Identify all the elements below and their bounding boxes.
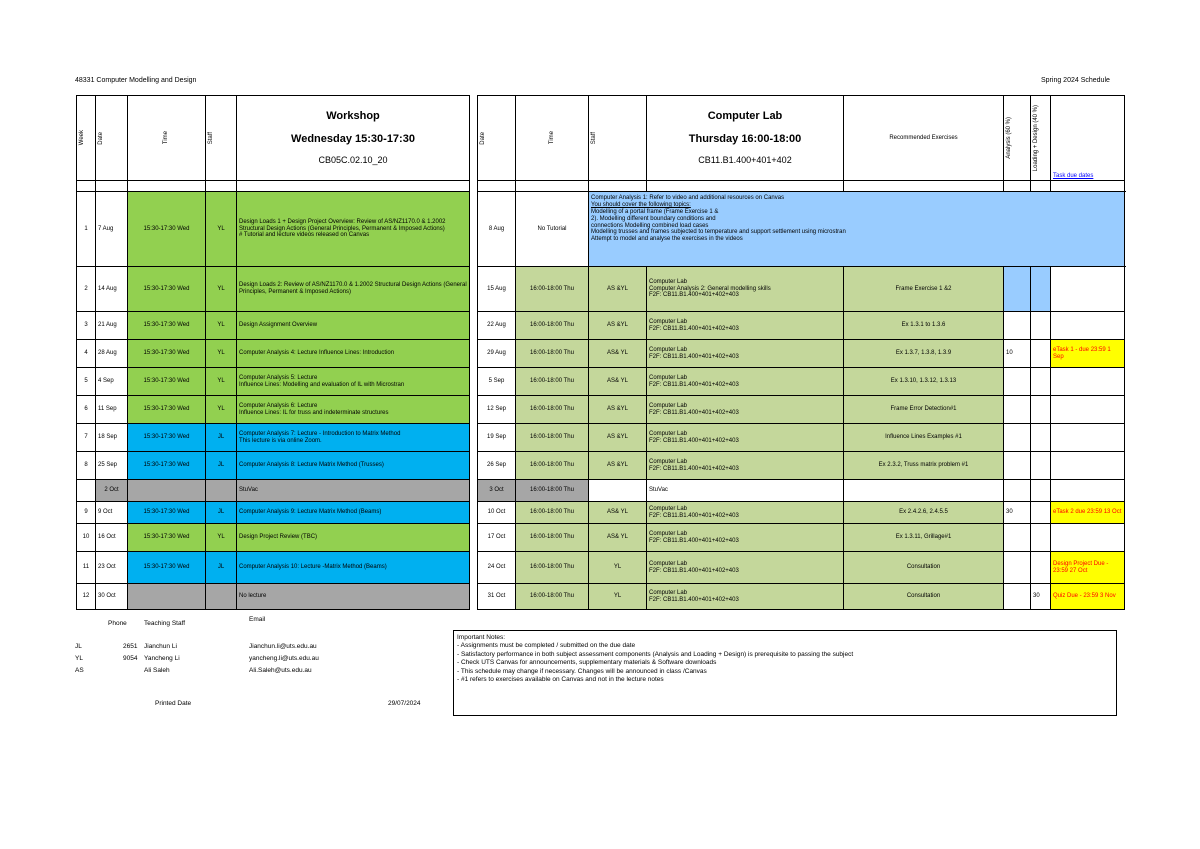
col-lab-staff-header: Staff [589, 96, 647, 181]
exercise-cell: Influence Lines Examples #1 [844, 424, 1004, 452]
lab-staff-cell: AS &YL [589, 267, 647, 312]
workshop-staff-cell: JL [206, 424, 237, 452]
analysis-mark-cell [1004, 584, 1031, 610]
lab-time-cell: 16:00-18:00 Thu [516, 502, 589, 524]
loading-mark-cell [1031, 452, 1051, 480]
exercise-cell: Consultation [844, 552, 1004, 584]
week-cell: 12 [77, 584, 96, 610]
workshop-time-cell [128, 480, 206, 502]
workshop-topic-cell: Computer Analysis 8: Lecture Matrix Method (Trusses) [237, 452, 470, 480]
lab-staff-cell: AS &YL [589, 396, 647, 424]
week-cell: 9 [77, 502, 96, 524]
workshop-time-cell: 15:30-17:30 Wed [128, 396, 206, 424]
due-date-cell: eTask 1 - due 23:59 1 Sep [1051, 340, 1125, 368]
lab-time-cell: 16:00-18:00 Thu [516, 584, 589, 610]
analysis-mark-cell [1004, 452, 1031, 480]
workshop-staff-cell: YL [206, 368, 237, 396]
workshop-staff-cell: YL [206, 312, 237, 340]
workshop-time-cell: 15:30-17:30 Wed [128, 502, 206, 524]
loading-mark-cell: 30 [1031, 584, 1051, 610]
loading-mark-cell [1031, 267, 1051, 312]
printed-date: 29/07/2024 [388, 700, 421, 707]
week1-note-line: Attempt to model and analyse the exercises in the videos [591, 236, 743, 243]
loading-mark-cell [1031, 480, 1051, 502]
week-cell: 3 [77, 312, 96, 340]
lab-topic-cell: Computer Lab F2F: CB11.B1.400+401+402+403 [647, 312, 844, 340]
week-cell [77, 480, 96, 502]
loading-mark-cell [1031, 524, 1051, 552]
due-date-cell: Design Project Due - 23:59 27 Oct [1051, 552, 1125, 584]
workshop-topic-cell: Computer Analysis 5: Lecture Influence Lines: Modelling and evaluation of IL with Microstran [237, 368, 470, 396]
workshop-time-cell [128, 584, 206, 610]
lab-time-cell: 16:00-18:00 Thu [516, 480, 589, 502]
week-cell: 10 [77, 524, 96, 552]
staff-phone: 9054 [123, 655, 138, 662]
lab-topic-cell: Computer Lab F2F: CB11.B1.400+401+402+403 [647, 368, 844, 396]
analysis-mark-cell [1004, 480, 1031, 502]
lab-time-cell: 16:00-18:00 Thu [516, 552, 589, 584]
table-row [77, 424, 1125, 452]
workshop-staff-cell [206, 480, 237, 502]
workshop-date-cell: 28 Aug [96, 340, 128, 368]
week1-note-line: connections Modelling combined load cases [591, 222, 709, 229]
analysis-mark-cell [1004, 424, 1031, 452]
task-due-link[interactable]: Task due dates [1053, 173, 1094, 180]
lab-staff-cell: AS& YL [589, 340, 647, 368]
lab-time-cell: No Tutorial [516, 192, 589, 267]
workshop-staff-cell: YL [206, 524, 237, 552]
table-row [77, 452, 1125, 480]
week1-note-line: Computer Analysis 1: Refer to video and additional resources on Canvas [591, 195, 785, 201]
analysis-mark-cell [1004, 524, 1031, 552]
workshop-time-cell: 15:30-17:30 Wed [128, 424, 206, 452]
lab-topic-cell: Computer Lab F2F: CB11.B1.400+401+402+403 [647, 502, 844, 524]
workshop-time-cell: 15:30-17:30 Wed [128, 267, 206, 312]
workshop-topic-cell: Computer Analysis 6: Lecture Influence Lines: IL for truss and indeterminate structures [237, 396, 470, 424]
lab-date-cell: 19 Sep [478, 424, 516, 452]
col-loading-header: Loading + Design (40 %) [1031, 96, 1051, 181]
due-date-cell: eTask 2 due 23:59 13 Oct [1051, 502, 1125, 524]
analysis-mark-cell: 30 [1004, 502, 1031, 524]
lab-time-cell: 16:00-18:00 Thu [516, 368, 589, 396]
col-date-header: Date [96, 96, 128, 181]
staff-email[interactable]: Jianchun.li@uts.edu.au [249, 643, 317, 650]
workshop-time-cell: 15:30-17:30 Wed [128, 524, 206, 552]
staff-code: JL [75, 643, 82, 650]
workshop-staff-cell: YL [206, 192, 237, 267]
schedule-title: Spring 2024 Schedule [1041, 77, 1110, 84]
week-cell: 11 [77, 552, 96, 584]
staff-email[interactable]: yancheng.li@uts.edu.au [249, 655, 319, 662]
workshop-staff-cell: JL [206, 452, 237, 480]
workshop-topic-cell: Design Project Review (TBC) [237, 524, 470, 552]
workshop-date-cell: 25 Sep [96, 452, 128, 480]
lab-time-cell: 16:00-18:00 Thu [516, 424, 589, 452]
workshop-topic-cell: Design Loads 2: Review of AS/NZ1170.0 & 1.2002 Structural Design Actions (General Principles, Permanent & Imposed Actions) [237, 267, 470, 312]
analysis-mark-cell [1004, 368, 1031, 396]
analysis-mark-cell [1004, 552, 1031, 584]
table-row [77, 480, 1125, 502]
col-staff-header: Staff [206, 96, 237, 181]
table-row [77, 524, 1125, 552]
table-row [77, 502, 1125, 524]
lab-date-cell: 10 Oct [478, 502, 516, 524]
lab-time-cell: 16:00-18:00 Thu [516, 452, 589, 480]
course-title: 48331 Computer Modelling and Design [75, 77, 197, 84]
lab-topic-cell: Computer Lab F2F: CB11.B1.400+401+402+403 [647, 552, 844, 584]
loading-mark-cell [1031, 312, 1051, 340]
table-row [77, 312, 1125, 340]
staff-phone: 2651 [123, 643, 138, 650]
workshop-time-cell: 15:30-17:30 Wed [128, 192, 206, 267]
loading-mark-cell [1031, 368, 1051, 396]
week1-note-line: Modelling trusses and frames subjected to temperature and support settlement using microstran [591, 229, 846, 236]
printed-label: Printed Date [155, 700, 192, 707]
exercise-cell: Ex 2.3.2, Truss matrix problem #1 [844, 452, 1004, 480]
exercise-cell: Ex 1.3.11, Grillage#1 [844, 524, 1004, 552]
loading-mark-cell [1031, 424, 1051, 452]
workshop-date-cell: 18 Sep [96, 424, 128, 452]
col-exercises-header: Recommended Exercises [844, 96, 1004, 181]
workshop-staff-cell: JL [206, 502, 237, 524]
staff-name: Yancheng Li [144, 655, 180, 662]
exercise-cell [844, 480, 1004, 502]
workshop-topic-cell: Computer Analysis 4: Lecture Influence Lines: Introduction [237, 340, 470, 368]
schedule-table [76, 95, 1125, 610]
table-row [77, 552, 1125, 584]
table-row [77, 396, 1125, 424]
col-week-header: Week [77, 96, 96, 181]
lab-time-cell: 16:00-18:00 Thu [516, 340, 589, 368]
lab-date-cell: 15 Aug [478, 267, 516, 312]
exercise-cell: Ex 1.3.1 to 1.3.6 [844, 312, 1004, 340]
analysis-mark-cell [1004, 396, 1031, 424]
workshop-date-cell: 14 Aug [96, 267, 128, 312]
lab-topic-cell: Computer Lab Computer Analysis 2: General modelling skills F2F: CB11.B1.400+401+402+403 [647, 267, 844, 312]
workshop-topic-cell: Design Loads 1 + Design Project Overview: Review of AS/NZ1170.0 & 1.2002 Structural Design Actions (General Principles, Permanent & Imposed Actions) # Tutorial and lecture videos released on Canvas [237, 192, 470, 267]
exercise-cell: Ex 2.4.2.6, 2.4.5.5 [844, 502, 1004, 524]
week-cell: 5 [77, 368, 96, 396]
notes-title: Important Notes: [457, 634, 506, 641]
due-date-cell [1051, 480, 1125, 502]
lab-date-cell: 3 Oct [478, 480, 516, 502]
lab-staff-cell [589, 480, 647, 502]
col-analysis-header: Analysis (60 %) [1004, 96, 1031, 181]
table-row [77, 340, 1125, 368]
week-cell: 7 [77, 424, 96, 452]
due-date-cell: Quiz Due - 23:59 3 Nov [1051, 584, 1125, 610]
workshop-time-cell: 15:30-17:30 Wed [128, 552, 206, 584]
due-date-cell [1051, 524, 1125, 552]
lab-topic-cell: Computer Lab F2F: CB11.B1.400+401+402+403 [647, 452, 844, 480]
lab-date-cell: 12 Sep [478, 396, 516, 424]
note-item: - #1 refers to exercises available on Canvas and not in the lecture notes [457, 676, 664, 684]
teaching-staff-label: Teaching Staff [144, 620, 186, 627]
week1-lab-note [589, 192, 1125, 267]
lab-staff-cell: AS& YL [589, 368, 647, 396]
lab-time-cell: 16:00-18:00 Thu [516, 267, 589, 312]
due-date-cell [1051, 424, 1125, 452]
header-row [77, 96, 1125, 181]
analysis-mark-cell: 10 [1004, 340, 1031, 368]
workshop-topic-cell: Design Assignment Overview [237, 312, 470, 340]
staff-name: Jianchun Li [144, 643, 177, 650]
loading-mark-cell [1031, 502, 1051, 524]
lab-time-cell: 16:00-18:00 Thu [516, 396, 589, 424]
email-label: Email [249, 616, 266, 623]
lab-staff-cell: AS& YL [589, 502, 647, 524]
analysis-mark-cell [1004, 312, 1031, 340]
lab-topic-cell: Computer Lab F2F: CB11.B1.400+401+402+403 [647, 340, 844, 368]
staff-name: Ali Saleh [144, 667, 170, 674]
lab-staff-cell: AS &YL [589, 312, 647, 340]
lab-time-cell: 16:00-18:00 Thu [516, 524, 589, 552]
workshop-topic-cell: Computer Analysis 10: Lecture -Matrix Method (Beams) [237, 552, 470, 584]
due-date-cell [1051, 368, 1125, 396]
col-time-header: Time [128, 96, 206, 181]
lab-topic-cell: Computer Lab F2F: CB11.B1.400+401+402+403 [647, 424, 844, 452]
due-date-cell [1051, 312, 1125, 340]
workshop-date-cell: 16 Oct [96, 524, 128, 552]
workshop-date-cell: 21 Aug [96, 312, 128, 340]
workshop-topic-cell: Computer Analysis 7: Lecture - Introduction to Matrix Method This lecture is via online Zoom. [237, 424, 470, 452]
lab-topic-cell: Computer Lab F2F: CB11.B1.400+401+402+403 [647, 584, 844, 610]
workshop-time-cell: 15:30-17:30 Wed [128, 368, 206, 396]
workshop-staff-cell: YL [206, 340, 237, 368]
workshop-date-cell: 23 Oct [96, 552, 128, 584]
analysis-mark-cell [1004, 267, 1031, 312]
note-item: - Check UTS Canvas for announcements, supplementary materials & Software downloads [457, 659, 717, 667]
exercise-cell: Consultation [844, 584, 1004, 610]
lab-staff-cell: YL [589, 552, 647, 584]
lab-topic-cell: Computer Lab F2F: CB11.B1.400+401+402+403 [647, 396, 844, 424]
lab-date-cell: 22 Aug [478, 312, 516, 340]
note-item: - This schedule may change if necessary. Changes will be announced in class /Canvas [457, 667, 707, 675]
lab-staff-cell: AS &YL [589, 424, 647, 452]
phone-label: Phone [108, 620, 127, 627]
workshop-time-cell: 15:30-17:30 Wed [128, 452, 206, 480]
workshop-date-cell: 2 Oct [96, 480, 128, 502]
week-cell: 8 [77, 452, 96, 480]
week-cell: 2 [77, 267, 96, 312]
lab-time-cell: 16:00-18:00 Thu [516, 312, 589, 340]
week1-note-line: Modelling of a portal frame (Frame Exercise 1 & [591, 208, 719, 215]
week1-note-line: You should cover the following topics: [591, 201, 691, 208]
lab-date-cell: 31 Oct [478, 584, 516, 610]
loading-mark-cell [1031, 340, 1051, 368]
lab-date-cell: 8 Aug [478, 192, 516, 267]
important-notes [453, 630, 1117, 716]
staff-code: YL [75, 655, 83, 662]
week-cell: 6 [77, 396, 96, 424]
staff-code: AS [75, 667, 84, 674]
lab-date-cell: 17 Oct [478, 524, 516, 552]
lab-date-cell: 26 Sep [478, 452, 516, 480]
note-item: - Satisfactory performance in both subject assessment components (Analysis and Loading + Design) is prerequisite to passing the subject [457, 650, 854, 658]
week1-note-line: 2). Modelling different boundary conditions and [591, 215, 716, 222]
table-row [77, 584, 1125, 610]
workshop-staff-cell: YL [206, 396, 237, 424]
exercise-cell: Ex 1.3.10, 1.3.12, 1.3.13 [844, 368, 1004, 396]
table-row [77, 267, 1125, 312]
col-lab-date-header: Date [478, 96, 516, 181]
lab-date-cell: 29 Aug [478, 340, 516, 368]
workshop-date-cell: 30 Oct [96, 584, 128, 610]
week-cell: 1 [77, 192, 96, 267]
workshop-date-cell: 4 Sep [96, 368, 128, 396]
workshop-date-cell: 9 Oct [96, 502, 128, 524]
staff-email[interactable]: Ali.Saleh@uts.edu.au [249, 667, 312, 674]
lab-date-cell: 5 Sep [478, 368, 516, 396]
workshop-staff-cell [206, 584, 237, 610]
due-date-cell [1051, 396, 1125, 424]
week-cell: 4 [77, 340, 96, 368]
table-row [77, 368, 1125, 396]
note-item: - Assignments must be completed / submitted on the due date [457, 642, 636, 650]
lab-topic-cell: StuVac [647, 480, 844, 502]
exercise-cell: Frame Exercise 1 &2 [844, 267, 1004, 312]
lab-staff-cell: AS& YL [589, 524, 647, 552]
col-lab-time-header: Time [516, 96, 589, 181]
workshop-topic-cell: No lecture [237, 584, 470, 610]
workshop-topic-cell: StuVac [237, 480, 470, 502]
table-row [77, 192, 1125, 267]
exercise-cell: Frame Error Detection#1 [844, 396, 1004, 424]
lab-date-cell: 24 Oct [478, 552, 516, 584]
workshop-topic-cell: Computer Analysis 9: Lecture Matrix Method (Beams) [237, 502, 470, 524]
workshop-time-cell: 15:30-17:30 Wed [128, 312, 206, 340]
loading-mark-cell [1031, 552, 1051, 584]
lab-staff-cell: YL [589, 584, 647, 610]
lab-header: Computer Lab Thursday 16:00-18:00 CB11.B1.400+401+402 [647, 96, 844, 181]
workshop-staff-cell: JL [206, 552, 237, 584]
workshop-time-cell: 15:30-17:30 Wed [128, 340, 206, 368]
workshop-header: Workshop Wednesday 15:30-17:30 CB05C.02.10_20 [237, 96, 470, 181]
due-date-cell [1051, 267, 1125, 312]
exercise-cell: Ex 1.3.7, 1.3.8, 1.3.9 [844, 340, 1004, 368]
lab-topic-cell: Computer Lab F2F: CB11.B1.400+401+402+403 [647, 524, 844, 552]
workshop-date-cell: 7 Aug [96, 192, 128, 267]
workshop-staff-cell: YL [206, 267, 237, 312]
workshop-date-cell: 11 Sep [96, 396, 128, 424]
lab-staff-cell: AS &YL [589, 452, 647, 480]
loading-mark-cell [1031, 396, 1051, 424]
due-date-cell [1051, 452, 1125, 480]
